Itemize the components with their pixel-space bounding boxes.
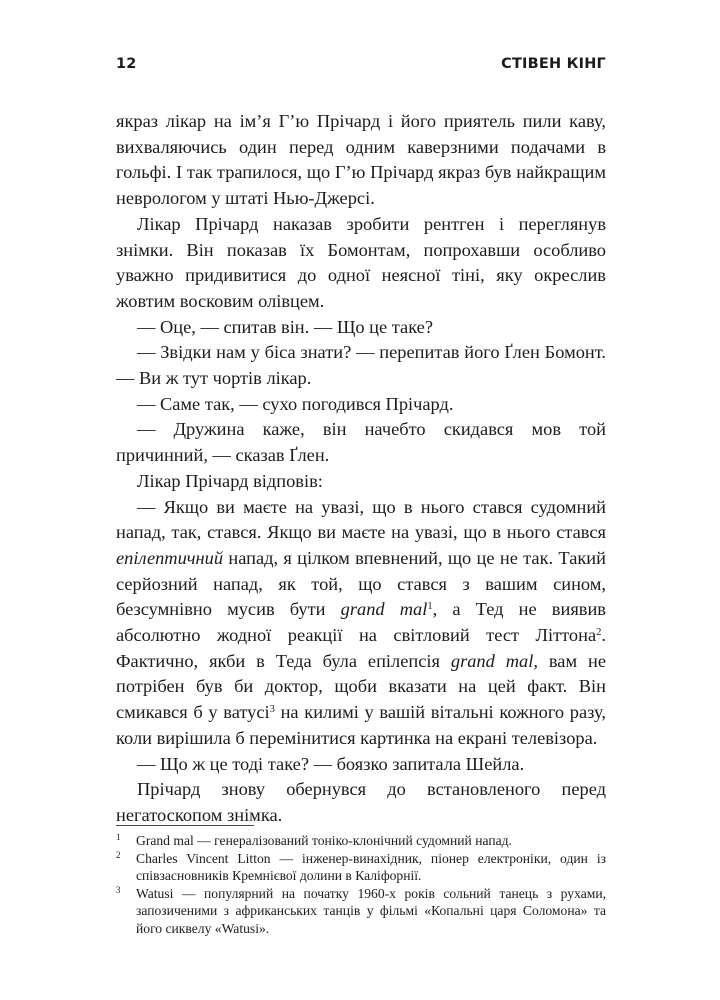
footnote-mark: 3 xyxy=(116,884,121,895)
footnotes xyxy=(116,832,606,938)
italic-term: grand mal xyxy=(450,650,534,671)
footnote-text: Grand mal — генералізований тоніко-клонічний судомний напад. xyxy=(136,833,512,848)
footnote-mark: 2 xyxy=(116,849,121,860)
footnote-text: Watusi — популярний на початку 1960-х років сольний танець з рухами, запозиченими з африканських танців у фільмі «Копальні царя Соломона» та його сиквелу «Watusi». xyxy=(136,885,606,936)
text-run: напад, я цілком впевнений, що це не так. Такий серйозний напад, як той, що стався з вашим сином, безсумнівно мусив бути xyxy=(116,547,606,620)
dialogue-line: — Що ж це тоді таке? — боязко запитала Шейла. xyxy=(137,753,525,774)
footnote-2 xyxy=(116,850,606,885)
book-page xyxy=(116,0,606,1000)
italic-term: grand mal xyxy=(340,599,428,620)
footnote-ref-2: 2 xyxy=(596,627,602,639)
paragraph: якраз лікар на ім’я Г’ю Прічард і його приятель пили каву, вихваляючись один перед одним каверзними подачами в гольфі. І так трапилося, що Г’ю Прічард якраз був найкращим неврологом у штаті Нью-Джерсі. xyxy=(116,111,606,209)
dialogue-line xyxy=(116,495,606,752)
paragraph: Прічард знову обернувся до встановленого перед негатоскопом знімка. xyxy=(116,779,606,825)
footnote-mark: 1 xyxy=(116,832,121,842)
paragraph: Лікар Прічард наказав зробити рентген і переглянув знімки. Він показав їх Бомонтам, попрохавши особливо уважно придивитися до одної неясної тіні, яку окреслив жовтим восковим олівцем. xyxy=(116,213,606,311)
text-run: — Якщо ви маєте на увазі, що в нього стався судомний напад, так, стався. Якщо ви маєте на увазі, що в нього стався xyxy=(116,496,606,543)
footnote-text: Charles Vincent Litton — інженер-винахідник, піонер електроніки, один із співзасновників Кремнієвої долини в Каліфорнії. xyxy=(136,850,606,884)
body-text xyxy=(116,109,606,829)
text-run: , вам не потрібен був би доктор, щоби вказати на цей факт. Він смикався б у ватусі xyxy=(116,650,607,723)
dialogue-line: — Оце, — спитав він. — Що це таке? xyxy=(137,316,434,337)
paragraph: Лікар Прічард відповів: xyxy=(137,470,323,491)
footnote-ref-1: 1 xyxy=(427,601,433,613)
footnote-ref-3: 3 xyxy=(269,704,275,716)
dialogue-line: — Саме так, — сухо погодився Прічард. xyxy=(137,393,454,414)
text-run: . Фактично, якби в Теда була епілепсія xyxy=(116,625,606,671)
page-header xyxy=(116,56,606,78)
text-run: на килимі у вашій вітальні кожного разу, коли вирішила б перемінитися картинка на екрані телевізора. xyxy=(116,702,606,748)
dialogue-line: — Дружина каже, він начебто скидався мов той причинний, — сказав Ґлен. xyxy=(116,419,606,466)
running-head-author: СТІВЕН КІНГ xyxy=(501,56,606,72)
footnote-divider xyxy=(116,825,254,826)
text-run: , а Тед не виявив абсолютно жодної реакції на світловий тест Літтона xyxy=(116,599,606,646)
italic-term: епілептичний xyxy=(116,547,224,568)
page-number: 12 xyxy=(116,56,137,72)
dialogue-line: — Звідки нам у біса знати? — перепитав його Ґлен Бомонт. — Ви ж тут чортів лікар. xyxy=(116,342,606,389)
footnote-3 xyxy=(116,885,606,938)
footnote-1 xyxy=(116,832,606,850)
